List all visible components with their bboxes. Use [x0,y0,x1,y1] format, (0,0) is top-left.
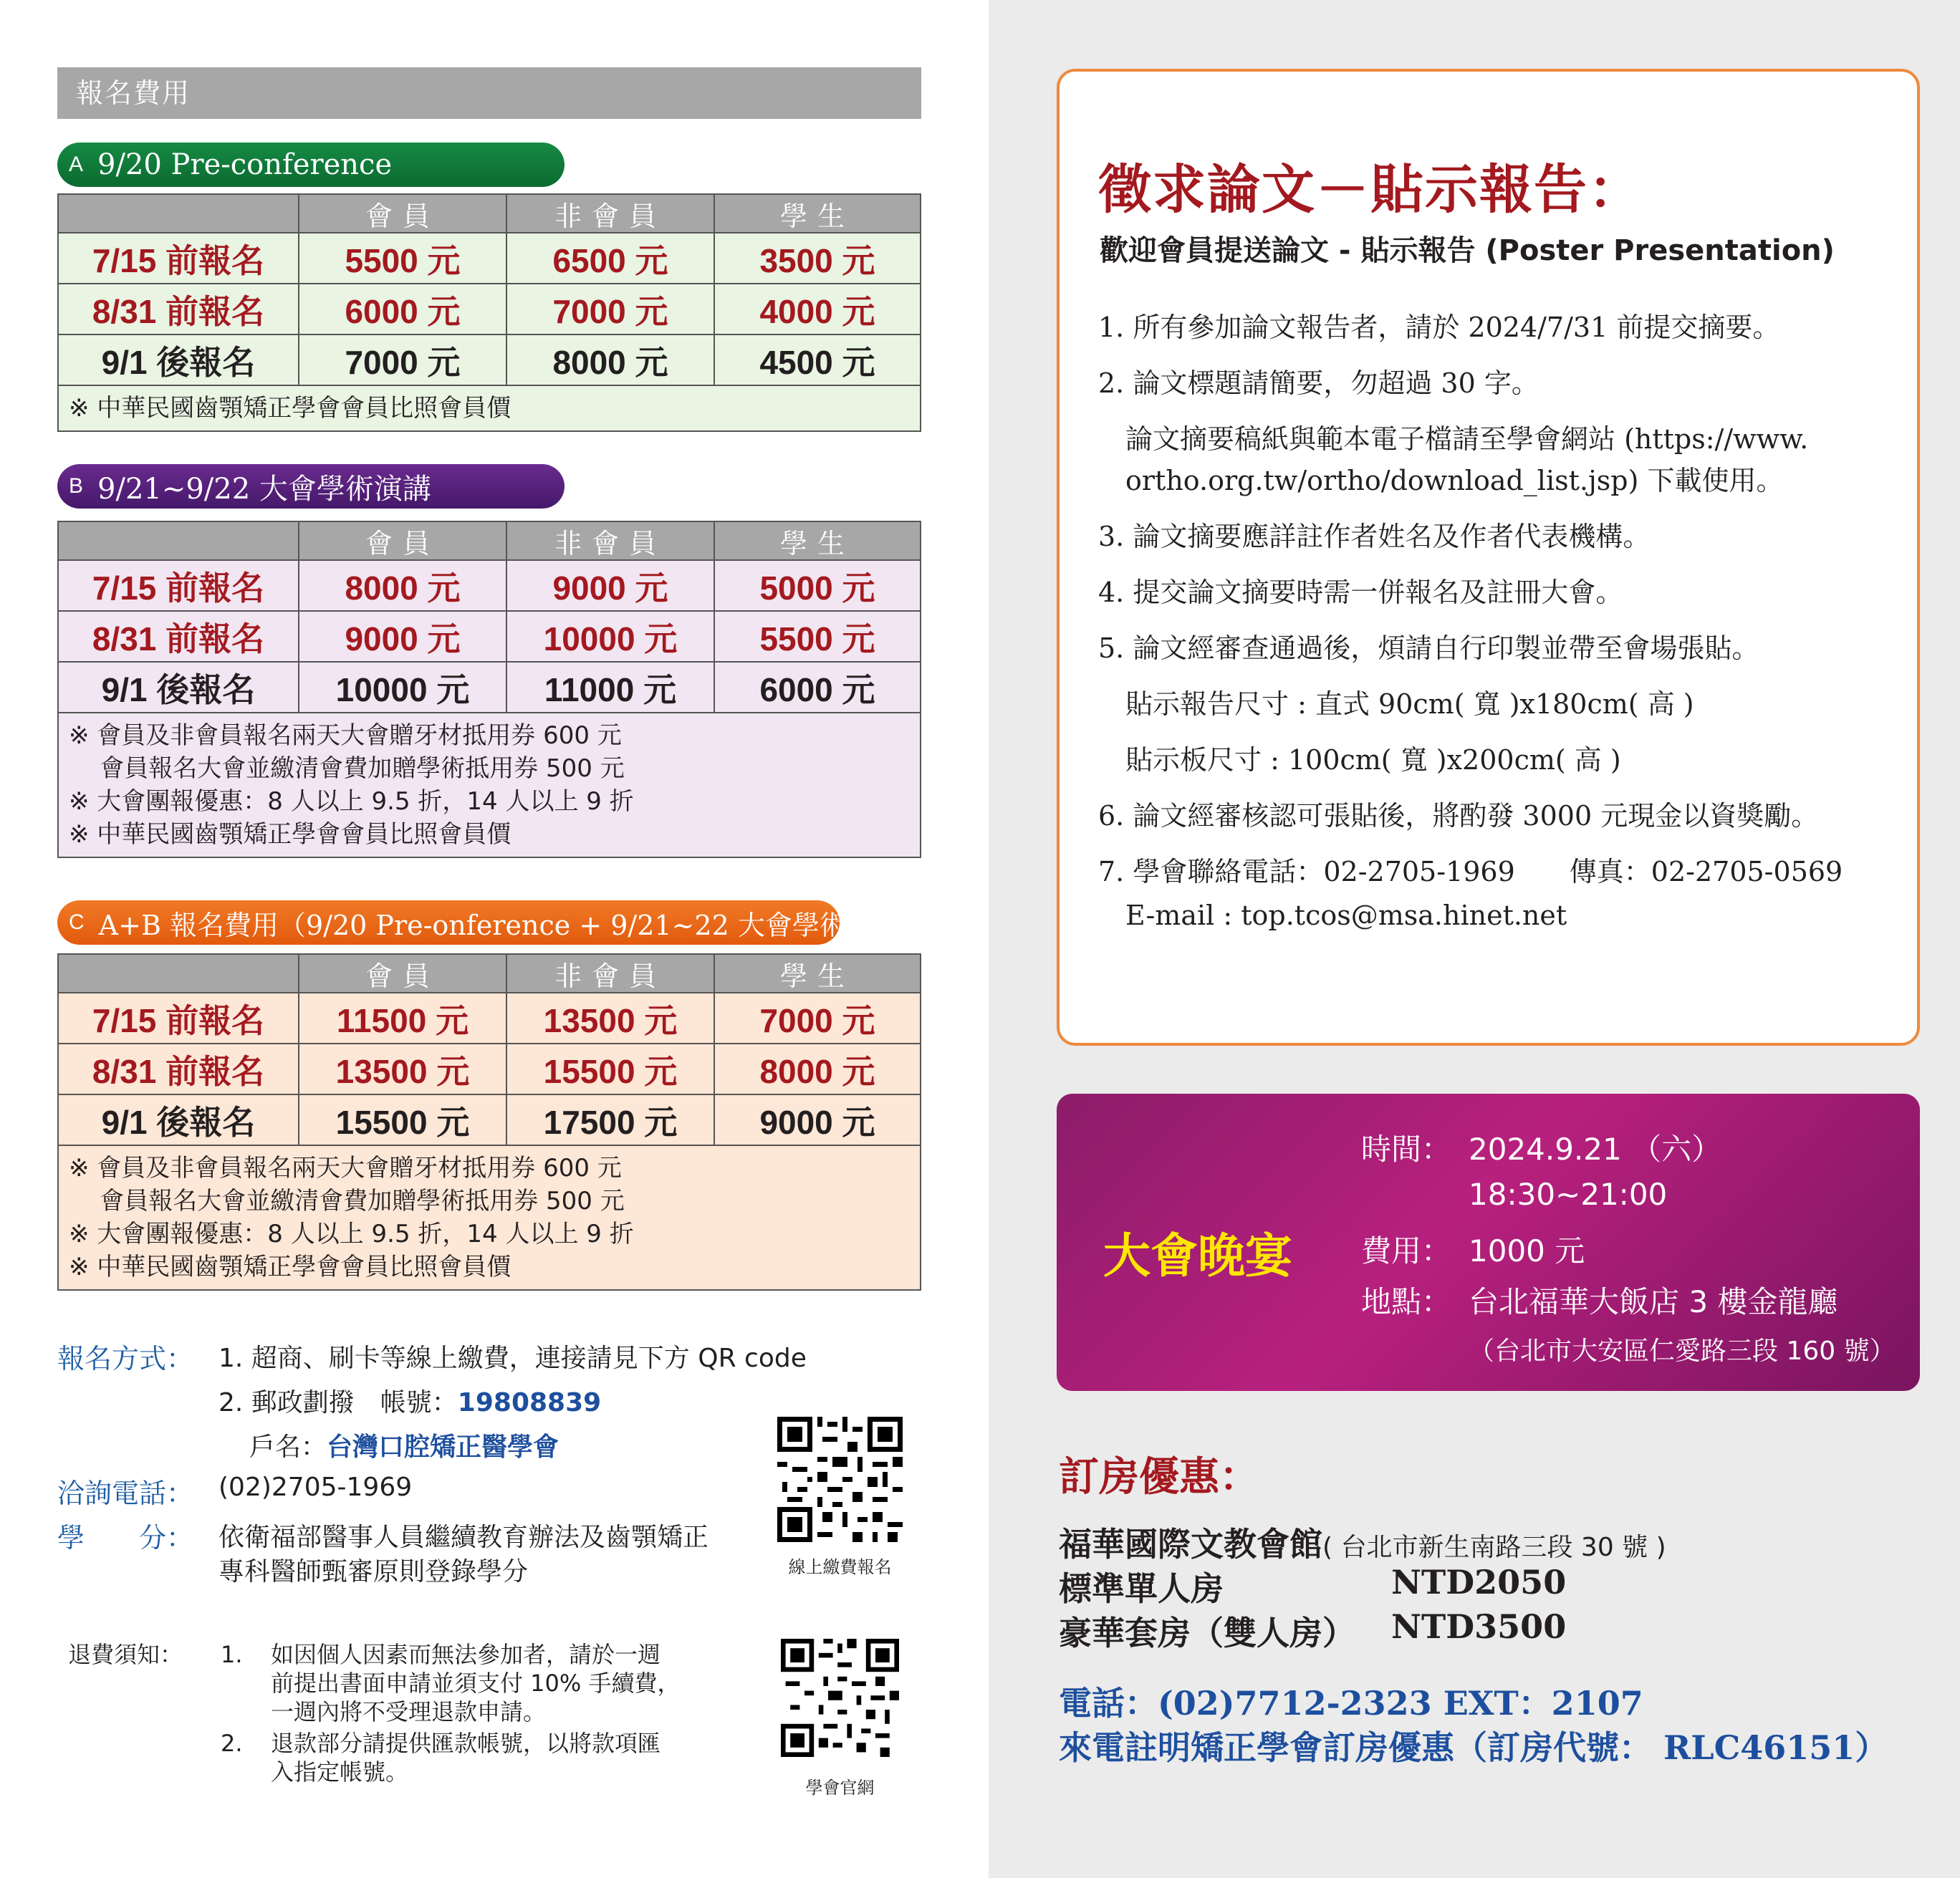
banquet-fee: 1000 元 [1469,1233,1585,1268]
poster-item: E-mail : top.tcos@msa.hinet.net [1125,900,1567,931]
row-label: 9/1 後報名 [59,663,299,713]
poster-subtitle: 歡迎會員提送論文 - 貼示報告 (Poster Presentation) [1100,234,1835,267]
header-cell-empty [59,522,299,561]
website-qr-caption: 學會官網 [805,1778,875,1798]
member-price: 9000 元 [299,612,507,663]
student-price: 6000 元 [715,663,920,713]
phone-number: (02)2705-1969 [218,1473,413,1502]
poster-title: 徵求論文－貼示報告： [1098,159,1643,221]
nonmember-price: 11000 元 [507,663,715,713]
table-row [59,233,920,284]
note-line: ※ 大會團報優惠：8 人以上 9.5 折，14 人以上 9 折 [69,1220,634,1248]
note-line: ※ 會員及非會員報名兩天大會贈牙材抵用券 600 元 [69,1154,622,1183]
table-header-row [59,522,920,561]
row-label: 8/31 前報名 [59,284,299,335]
nonmember-price: 8000 元 [507,335,715,386]
table-notes [59,713,920,857]
fee-table-c [57,953,921,1291]
poster-item: 2. 論文標題請簡要，勿超過 30 字。 [1098,367,1539,399]
table-row [59,612,920,663]
student-price: 5000 元 [715,561,920,612]
nonmember-price: 6500 元 [507,233,715,284]
poster-item: 7. 學會聯絡電話：02-2705-1969 傳真：02-2705-0569 [1098,856,1843,887]
account-name: 台灣口腔矯正醫學會 [327,1432,559,1462]
student-price: 4500 元 [715,335,920,386]
section-b-title: 9/21~9/22 大會學術演講 [97,472,431,506]
fee-table-b [57,521,921,858]
header-cell-student: 學生 [715,195,920,233]
refund-2-number: 2. [221,1730,243,1757]
credit-line-2: 專科醫師甄審原則登錄學分 [218,1557,529,1586]
banquet-time-label: 時間： [1361,1132,1452,1167]
section-c-pill [57,900,928,945]
header-cell-nonmember: 非會員 [507,195,715,233]
refund-1-number: 1. [221,1641,243,1668]
member-price: 15500 元 [299,1095,507,1146]
table-notes [59,1146,920,1289]
registration-method-label: 報名方式： [57,1343,194,1374]
phone-label: 洽詢電話： [57,1478,194,1509]
note-line: ※ 會員及非會員報名兩天大會贈牙材抵用券 600 元 [69,721,622,750]
hotel-line [1059,1518,1666,1566]
account-name-line [249,1427,559,1463]
section-b-pill [57,464,565,509]
header-cell-student: 學生 [715,522,920,561]
fee-section-header: 報名費用 [57,67,921,119]
room-deluxe-name: 豪華套房（雙人房） [1059,1614,1355,1652]
table-notes [59,386,920,430]
table-row [59,335,920,386]
registration-method-1: 1. 超商、刷卡等線上繳費，連接請見下方 QR code [218,1344,807,1373]
note-line: 會員報名大會並繳清會費加贈學術抵用券 500 元 [69,1187,625,1215]
row-label: 8/31 前報名 [59,612,299,663]
booking-phone: 電話：(02)7712-2323 EXT：2107 [1059,1684,1643,1723]
table-row [59,993,920,1044]
banquet-place-label: 地點： [1361,1284,1452,1319]
row-label: 7/15 前報名 [59,233,299,284]
section-a-title: 9/20 Pre-conference [97,148,393,181]
row-label: 7/15 前報名 [59,561,299,612]
nonmember-price: 15500 元 [507,1044,715,1095]
nonmember-price: 7000 元 [507,284,715,335]
hotel-name: 福華國際文教會館 [1059,1525,1322,1564]
poster-item: 論文摘要稿紙與範本電子檔請至學會網站 (https://www. [1125,423,1809,455]
room-standard-name: 標準單人房 [1059,1569,1224,1608]
banquet-place: 台北福華大飯店 3 樓金龍廳 [1469,1284,1838,1319]
row-label: 8/31 前報名 [59,1044,299,1095]
header-cell-nonmember: 非會員 [507,955,715,993]
header-cell-member: 會員 [299,522,507,561]
table-header-row [59,195,920,233]
refund-label: 退費須知： [68,1641,183,1668]
student-price: 9000 元 [715,1095,920,1146]
table-row [59,561,920,612]
student-price: 4000 元 [715,284,920,335]
credit-label: 學 分： [57,1522,194,1554]
poster-item: 3. 論文摘要應詳註作者姓名及作者代表機構。 [1098,521,1651,552]
poster-item: 4. 提交論文摘要時需一併報名及註冊大會。 [1098,577,1623,608]
nonmember-price: 9000 元 [507,561,715,612]
fee-table-a [57,193,921,432]
header-cell-nonmember: 非會員 [507,522,715,561]
payment-qr-code-icon[interactable] [777,1417,903,1542]
refund-1-line: 如因個人因素而無法參加者，請於一週 [271,1641,661,1668]
row-label: 9/1 後報名 [59,1095,299,1146]
room-standard-price: NTD2050 [1391,1563,1567,1602]
poster-item: 貼示報告尺寸 : 直式 90cm( 寬 )x180cm( 高 ) [1125,688,1694,720]
member-price: 10000 元 [299,663,507,713]
table-header-row [59,955,920,993]
nonmember-price: 13500 元 [507,993,715,1044]
banquet-address: （台北市大安區仁愛路三段 160 號） [1469,1337,1896,1366]
refund-1-line: 一週內將不受理退款申請。 [271,1698,547,1725]
refund-2-line: 入指定帳號。 [271,1758,409,1786]
hotel-address: ( 台北市新生南路三段 30 號 ) [1322,1533,1666,1562]
poster-item: ortho.org.tw/ortho/download_list.jsp) 下載使用。 [1125,465,1784,496]
row-label: 7/15 前報名 [59,993,299,1044]
account-name-label: 戶名： [249,1432,327,1462]
section-c-title: A+B 報名費用（9/20 Pre-onference + 9/21~22 大會學術演講） [98,909,928,941]
row-label: 9/1 後報名 [59,335,299,386]
note-line: ※ 大會團報優惠：8 人以上 9.5 折，14 人以上 9 折 [69,787,634,816]
refund-2-line: 退款部分請提供匯款帳號，以將款項匯 [271,1730,661,1757]
member-price: 6000 元 [299,284,507,335]
student-price: 3500 元 [715,233,920,284]
note-line: ※ 中華民國齒顎矯正學會會員比照會員價 [69,820,511,849]
table-row [59,1095,920,1146]
poster-item: 5. 論文經審查通過後，煩請自行印製並帶至會場張貼。 [1098,632,1759,664]
student-price: 7000 元 [715,993,920,1044]
header-cell-student: 學生 [715,955,920,993]
header-cell-member: 會員 [299,195,507,233]
member-price: 7000 元 [299,335,507,386]
header-cell-empty [59,955,299,993]
nonmember-price: 10000 元 [507,612,715,663]
student-price: 5500 元 [715,612,920,663]
poster-item: 貼示板尺寸 : 100cm( 寬 )x200cm( 高 ) [1125,744,1621,776]
booking-note: 來電註明矯正學會訂房優惠（訂房代號： RLC46151） [1059,1728,1888,1767]
table-row [59,1044,920,1095]
section-b-letter: B [69,474,84,498]
note-line: ※ 中華民國齒顎矯正學會會員比照會員價 [69,394,511,423]
registration-method-2 [218,1382,601,1419]
banquet-time-date: 2024.9.21 （六） [1469,1132,1722,1167]
booking-title: 訂房優惠： [1059,1453,1259,1501]
table-row [59,663,920,713]
postal-transfer-label: 2. 郵政劃撥 帳號： [218,1388,458,1417]
account-number: 19808839 [457,1388,602,1417]
member-price: 5500 元 [299,233,507,284]
note-line: ※ 中華民國齒顎矯正學會會員比照會員價 [69,1253,511,1281]
website-qr-code-icon[interactable] [781,1639,899,1757]
member-price: 8000 元 [299,561,507,612]
section-a-pill [57,143,565,187]
header-cell-member: 會員 [299,955,507,993]
refund-1-line: 前提出書面申請並須支付 10% 手續費， [271,1670,681,1697]
member-price: 11500 元 [299,993,507,1044]
refund-1-text [271,1640,680,1726]
room-deluxe-price: NTD3500 [1391,1607,1567,1646]
credit-line-1: 依衛福部醫事人員繼續教育辦法及齒顎矯正 [218,1523,709,1552]
refund-2-text [271,1729,660,1786]
poster-item: 6. 論文經審核認可張貼後，將酌發 3000 元現金以資獎勵。 [1098,800,1819,832]
banquet-time-hours: 18:30~21:00 [1469,1177,1668,1212]
banquet-fee-label: 費用： [1361,1233,1452,1268]
poster-item: 1. 所有參加論文報告者，請於 2024/7/31 前提交摘要。 [1098,312,1780,343]
member-price: 13500 元 [299,1044,507,1095]
header-cell-empty [59,195,299,233]
banquet-title: 大會晚宴 [1103,1228,1292,1284]
note-line: 會員報名大會並繳清會費加贈學術抵用券 500 元 [69,754,625,783]
section-c-letter: C [69,910,85,934]
table-row [59,284,920,335]
section-a-letter: A [69,153,84,176]
payment-qr-caption: 線上繳費報名 [788,1557,892,1577]
student-price: 8000 元 [715,1044,920,1095]
nonmember-price: 17500 元 [507,1095,715,1146]
